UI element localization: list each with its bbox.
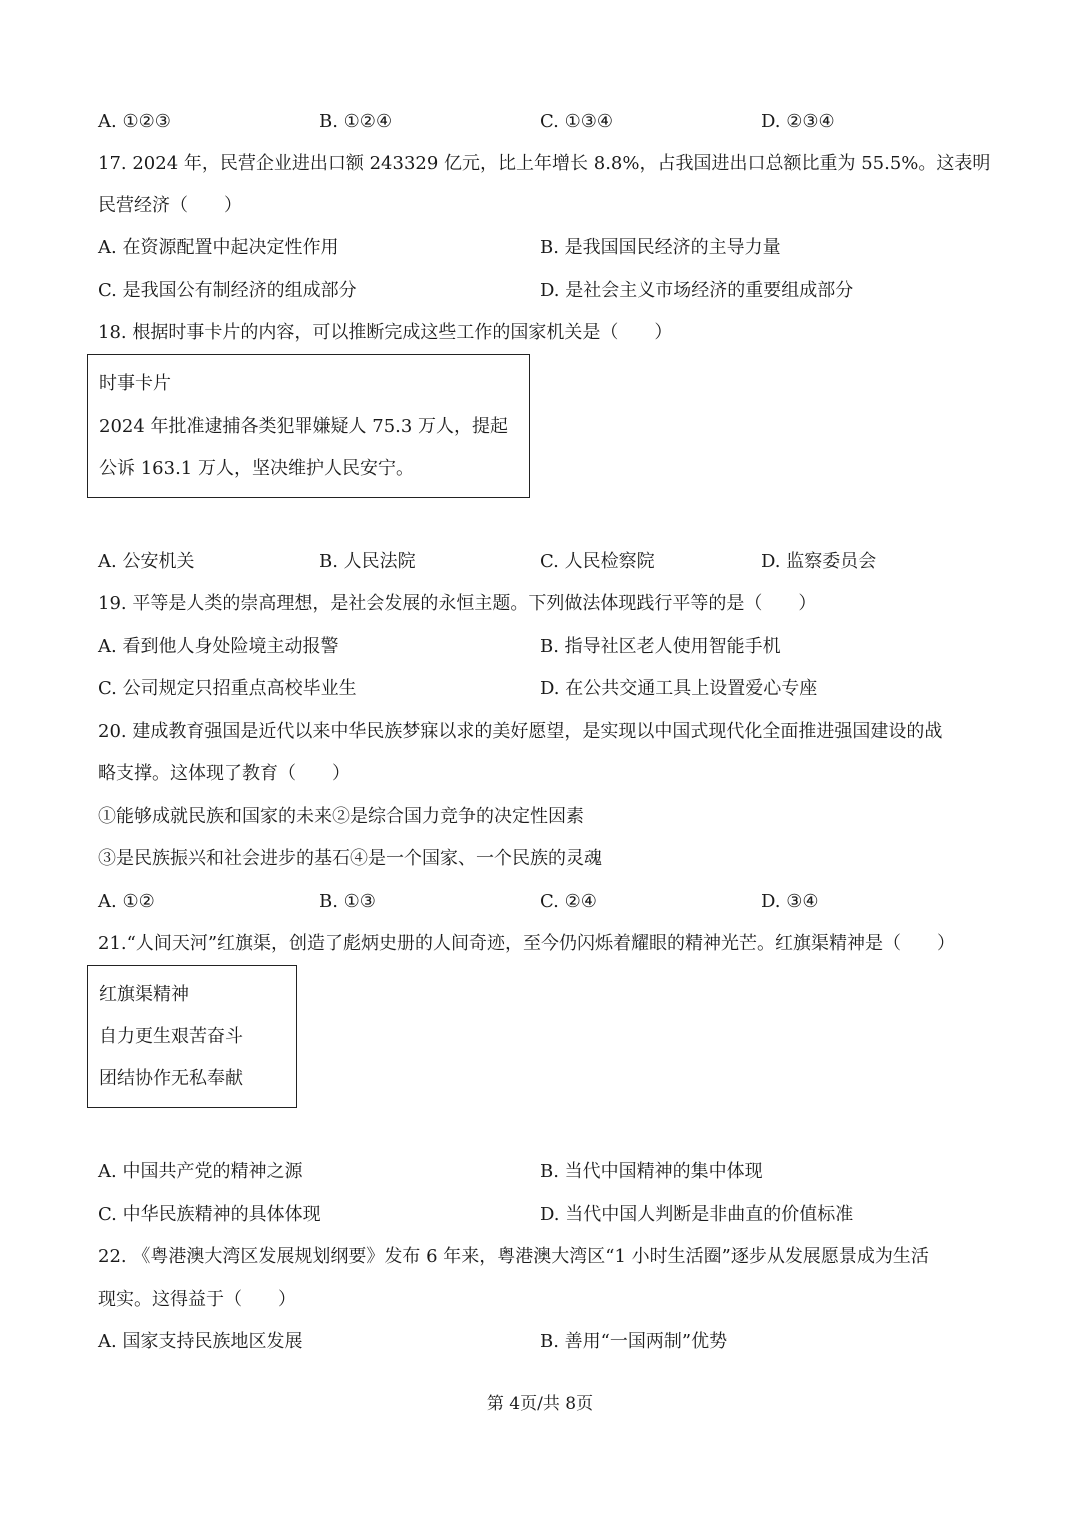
q18-option-b: B. 人民法院	[319, 551, 416, 572]
q21-card-title: 红旗渠精神	[99, 984, 189, 1005]
q22-option-a: A. 国家支持民族地区发展	[98, 1331, 303, 1352]
q18-card-line1: 2024 年批准逮捕各类犯罪嫌疑人 75.3 万人，提起	[99, 416, 509, 437]
q21-option-b: B. 当代中国精神的集中体现	[540, 1161, 763, 1182]
q17-option-a: A. 在资源配置中起决定性作用	[98, 237, 339, 258]
q18-option-d: D. 监察委员会	[761, 551, 877, 572]
q22-stem-line1: 22. 《粤港澳大湾区发展规划纲要》发布 6 年来，粤港澳大湾区“1 小时生活圈”逐步从发展愿景成为生活	[98, 1246, 929, 1267]
q21-option-d: D. 当代中国人判断是非曲直的价值标准	[540, 1204, 854, 1225]
q21-spirit-card	[87, 965, 297, 1108]
page-number: 第 4页/共 8页	[486, 1394, 594, 1414]
q18-news-card	[87, 354, 530, 498]
q20-items-line1: ①能够成就民族和国家的未来②是综合国力竞争的决定性因素	[98, 806, 584, 827]
q18-stem: 18. 根据时事卡片的内容，可以推断完成这些工作的国家机关是（ ）	[98, 322, 673, 343]
q21-card-line2: 团结协作无私奉献	[99, 1068, 243, 1089]
q17-option-b: B. 是我国国民经济的主导力量	[540, 237, 781, 258]
q20-option-d: D. ③④	[761, 891, 819, 912]
q17-stem-line2: 民营经济（ ）	[98, 195, 242, 216]
q19-stem: 19. 平等是人类的崇高理想，是社会发展的永恒主题。下列做法体现践行平等的是（ ）	[98, 593, 817, 614]
q20-stem-line1: 20. 建成教育强国是近代以来中华民族梦寐以求的美好愿望，是实现以中国式现代化全面推进强国建设的战	[98, 721, 943, 742]
q17-stem-line1: 17. 2024 年，民营企业进出口额 243329 亿元，比上年增长 8.8%，占我国进出口总额比重为 55.5%。这表明	[98, 153, 991, 174]
q20-stem-line2: 略支撑。这体现了教育（ ）	[98, 763, 350, 784]
q16-option-c: C. ①③④	[540, 111, 613, 132]
q19-option-c: C. 公司规定只招重点高校毕业生	[98, 678, 357, 699]
q20-option-a: A. ①②	[98, 891, 155, 912]
q17-option-d: D. 是社会主义市场经济的重要组成部分	[540, 280, 854, 301]
q19-option-d: D. 在公共交通工具上设置爱心专座	[540, 678, 818, 699]
q21-card-line1: 自力更生艰苦奋斗	[99, 1026, 243, 1047]
q19-option-b: B. 指导社区老人使用智能手机	[540, 636, 781, 657]
q20-option-b: B. ①③	[319, 891, 376, 912]
q21-option-c: C. 中华民族精神的具体体现	[98, 1204, 321, 1225]
q21-option-a: A. 中国共产党的精神之源	[98, 1161, 303, 1182]
q18-option-a: A. 公安机关	[98, 551, 195, 572]
q18-option-c: C. 人民检察院	[540, 551, 655, 572]
q22-stem-line2: 现实。这得益于（ ）	[98, 1289, 296, 1310]
q17-option-c: C. 是我国公有制经济的组成部分	[98, 280, 357, 301]
q18-card-line2: 公诉 163.1 万人，坚决维护人民安宁。	[99, 458, 414, 479]
q16-option-b: B. ①②④	[319, 111, 393, 132]
q18-card-title: 时事卡片	[99, 373, 171, 394]
q20-items-line2: ③是民族振兴和社会进步的基石④是一个国家、一个民族的灵魂	[98, 848, 602, 869]
q16-option-a: A. ①②③	[98, 111, 171, 132]
q21-stem: 21.“人间天河”红旗渠，创造了彪炳史册的人间奇迹，至今仍闪烁着耀眼的精神光芒。红旗渠精神是（ ）	[98, 933, 956, 954]
q16-option-d: D. ②③④	[761, 111, 835, 132]
q19-option-a: A. 看到他人身处险境主动报警	[98, 636, 339, 657]
q20-option-c: C. ②④	[540, 891, 597, 912]
q22-option-b: B. 善用“一国两制”优势	[540, 1331, 728, 1352]
